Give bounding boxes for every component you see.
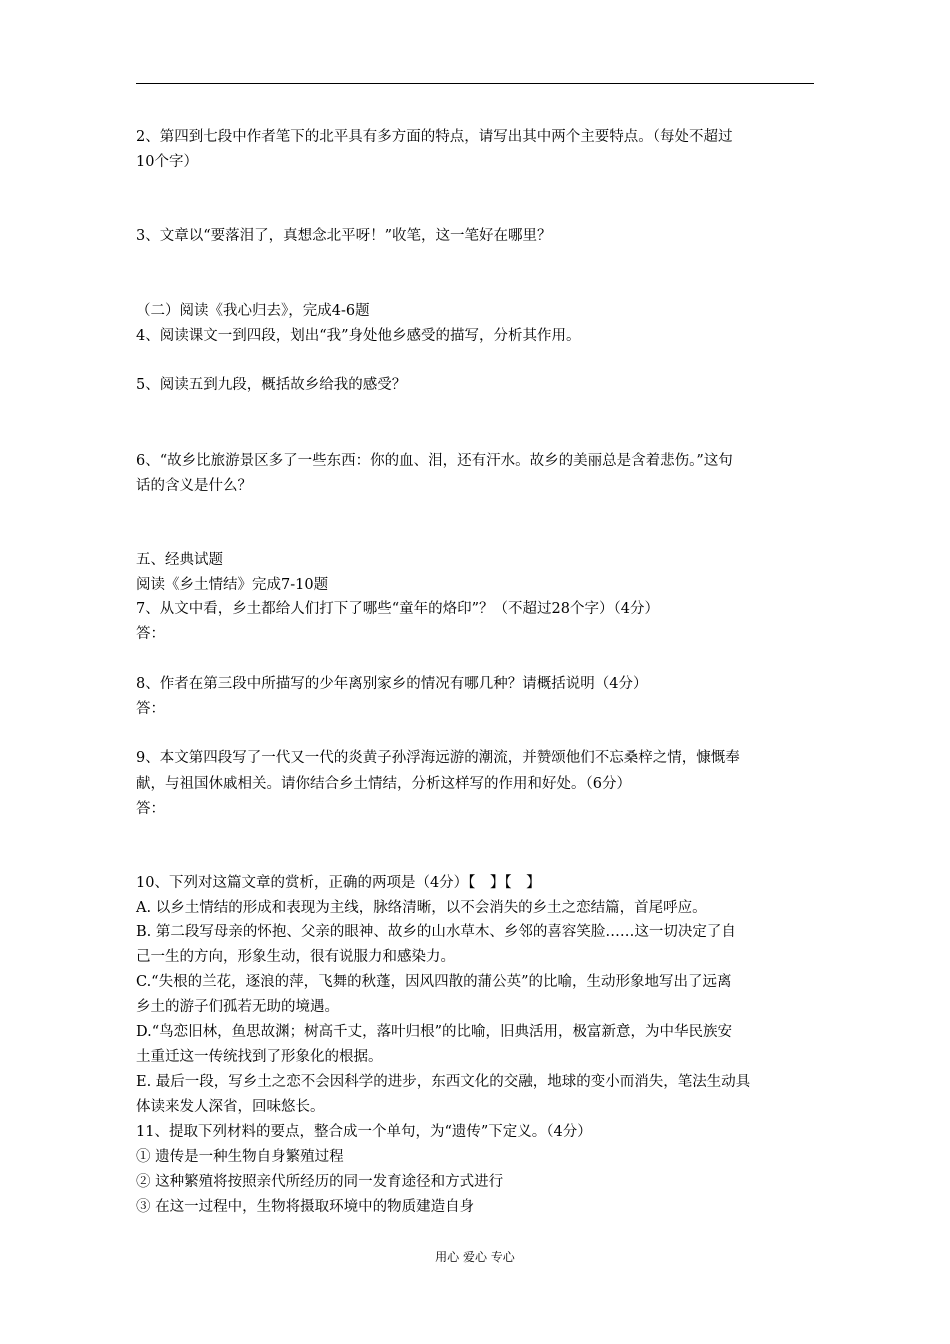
text-line: （二）阅读《我心归去》，完成4-6题	[136, 303, 370, 319]
text-line: A. 以乡土情结的形成和表现为主线，脉络清晰，以不会消失的乡土之恋结篇，首尾呼应。	[136, 900, 707, 916]
text-line: 8、作者在第三段中所描写的少年离别家乡的情况有哪几种？请概括说明（4分）	[136, 676, 648, 692]
text-line: 话的含义是什么？	[136, 478, 252, 494]
text-line: 答：	[136, 701, 165, 717]
text-line: 2、第四到七段中作者笔下的北平具有多方面的特点，请写出其中两个主要特点。（每处不超过	[136, 129, 733, 145]
text-line: 土重迁这一传统找到了形象化的根据。	[136, 1049, 383, 1065]
text-line: 9、本文第四段写了一代又一代的炎黄子孙浮海远游的潮流，并赞颂他们不忘桑梓之情，慷慨奉	[136, 750, 740, 766]
text-line: 10个字）	[136, 154, 198, 170]
text-line: 3、文章以“要落泪了，真想念北平呀！”收笔，这一笔好在哪里？	[136, 228, 552, 244]
text-line: ③ 在这一过程中，生物将摄取环境中的物质建造自身	[136, 1199, 475, 1215]
text-line: 5、阅读五到九段，概括故乡给我的感受？	[136, 377, 407, 393]
text-line: D.“鸟恋旧林，鱼思故渊；树高千丈，落叶归根”的比喻，旧典活用，极富新意，为中华民族安	[136, 1024, 733, 1040]
text-line: 7、从文中看，乡土都给人们打下了哪些“童年的烙印”？（不超过28个字）（4分）	[136, 601, 659, 617]
text-line: E. 最后一段，写乡土之恋不会因科学的进步，东西文化的交融，地球的变小而消失，笔法生动具	[136, 1074, 751, 1090]
text-line: 乡土的游子们孤若无助的境遇。	[136, 999, 339, 1015]
text-line: 答：	[136, 801, 165, 817]
text-line: 6、“故乡比旅游景区多了一些东西：你的血、泪，还有汗水。故乡的美丽总是含着悲伤。”这句	[136, 453, 733, 469]
header-rule	[136, 83, 814, 84]
text-line: 10、下列对这篇文章的赏析，正确的两项是（4分）【 】【 】	[136, 875, 541, 891]
text-line: 献，与祖国休戚相关。请你结合乡土情结，分析这样写的作用和好处。（6分）	[136, 776, 631, 792]
page-footer: 用心 爱心 专心	[435, 1250, 515, 1264]
text-line: 己一生的方向，形象生动，很有说服力和感染力。	[136, 949, 455, 965]
text-line: ② 这种繁殖将按照亲代所经历的同一发育途径和方式进行	[136, 1174, 504, 1190]
text-line: B. 第二段写母亲的怀抱、父亲的眼神、故乡的山水草木、乡邻的喜容笑脸……这一切决定了自	[136, 924, 736, 940]
text-line: 11、提取下列材料的要点，整合成一个单句，为“遗传”下定义。（4分）	[136, 1124, 592, 1140]
text-line: 体读来发人深省，回味悠长。	[136, 1099, 325, 1115]
text-line: C.“失根的兰花，逐浪的萍，飞舞的秋蓬，因风四散的蒲公英”的比喻，生动形象地写出了远离	[136, 974, 732, 990]
text-line: 答：	[136, 626, 165, 642]
text-line: 4、阅读课文一到四段，划出“我”身处他乡感受的描写，分析其作用。	[136, 328, 581, 344]
text-line: 五、经典试题	[136, 552, 223, 568]
text-line: ① 遗传是一种生物自身繁殖过程	[136, 1149, 344, 1165]
text-line: 阅读《乡土情结》完成7-10题	[136, 577, 329, 593]
